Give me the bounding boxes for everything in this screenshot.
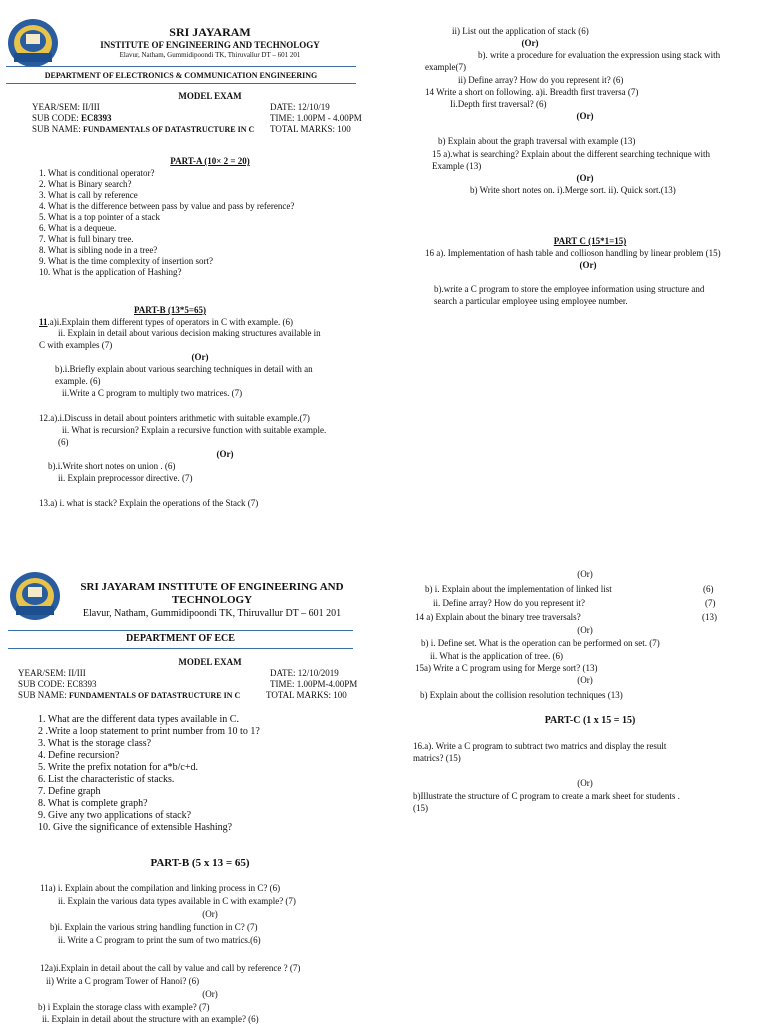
- exam-title: MODEL EXAM: [178, 91, 242, 101]
- or-separator: (Or): [576, 111, 594, 121]
- question: b) i. Explain about the implementation of linked list: [425, 584, 612, 594]
- question: 14 Write a short on following. a)i. Breadth first traversa (7): [425, 87, 639, 97]
- question: 10. Give the significance of extensible Hashing?: [38, 822, 233, 833]
- question: matrics? (15): [413, 753, 461, 763]
- question: b)i. Explain the various string handling function in C? (7): [50, 922, 258, 932]
- question: 12.a).i.Discuss in detail about pointers arithmetic with suitable example.(7): [39, 413, 310, 423]
- subject-code: SUB CODE: EC8393: [32, 113, 112, 123]
- question: 9. What is the time complexity of insertion sort?: [39, 256, 214, 266]
- question: ii. Explain the various data types available in C with example? (7): [58, 896, 296, 906]
- question: 14 a) Explain about the binary tree traversals?: [415, 612, 581, 622]
- exam-date: DATE: 12/10/19: [270, 102, 330, 112]
- institute-name: INSTITUTE OF ENGINEERING AND TECHNOLOGY: [100, 40, 320, 50]
- question-marks: (6): [703, 584, 714, 594]
- or-separator: (Or): [216, 449, 234, 459]
- question: ii. Explain in detail about the structure with an example? (6): [42, 1014, 259, 1024]
- question: 4. Define recursion?: [38, 750, 120, 761]
- year-sem: YEAR/SEM: II/III: [18, 668, 86, 678]
- question: example(7): [425, 62, 466, 72]
- question: b).i.Write short notes on union . (6): [48, 461, 176, 471]
- question: 10. What is the application of Hashing?: [39, 267, 182, 277]
- question: 9. Give any two applications of stack?: [38, 810, 192, 821]
- question: example. (6): [55, 376, 101, 386]
- or-separator: (Or): [577, 778, 593, 788]
- question: b) Explain about the collision resolution techniques (13): [420, 690, 623, 700]
- or-separator: (Or): [576, 173, 594, 183]
- or-separator: (Or): [521, 38, 539, 48]
- college-logo-icon: [8, 570, 62, 622]
- total-marks: TOTAL MARKS: 100: [266, 690, 347, 700]
- question: b). write a procedure for evaluation the expression using stack with: [478, 50, 721, 60]
- college-name: TECHNOLOGY: [171, 594, 253, 606]
- question: b) Write short notes on. i).Merge sort. ii). Quick sort.(13): [470, 185, 676, 195]
- question: 6. List the characteristic of stacks.: [38, 774, 175, 785]
- question: 2 .Write a loop statement to print number from 10 to 1?: [38, 726, 260, 737]
- department-name: DEPARTMENT OF ECE: [126, 633, 235, 644]
- question: ii) Write a C program Tower of Hanoi? (6): [46, 976, 200, 986]
- question: ii) List out the application of stack (6): [452, 26, 589, 36]
- question: ii. Explain in detail about various decision making structures available in: [58, 328, 321, 338]
- question: b).write a C program to store the employee information using structure and: [434, 284, 705, 294]
- part-a-questions: [38, 714, 260, 834]
- question: b) Explain about the graph traversal with example (13): [438, 136, 636, 146]
- question: 12a)i.Explain in detail about the call by value and call by reference ? (7): [40, 963, 301, 973]
- part-a-questions: [39, 168, 294, 278]
- question: 3. What is the storage class?: [38, 738, 152, 749]
- question: ii.Write a C program to multiply two matrices. (7): [62, 388, 243, 398]
- question: 1. What are the different data types available in C.: [38, 714, 239, 725]
- or-separator: (Or): [577, 569, 593, 579]
- question: 3. What is call by reference: [39, 190, 138, 200]
- question: 4. What is the difference between pass by value and pass by reference?: [39, 201, 295, 211]
- question: 15 a).what is searching? Explain about the different searching technique with: [432, 149, 710, 159]
- question: 7. What is full binary tree.: [39, 234, 134, 244]
- question: 1. What is conditional operator?: [39, 168, 155, 178]
- question: 6. What is a dequeue.: [39, 223, 117, 233]
- question: search a particular employee using employee number.: [434, 296, 628, 306]
- part-b-heading: PART-B (5 x 13 = 65): [150, 857, 250, 869]
- question: ii. Write a C program to print the sum of two matrics.(6): [58, 935, 261, 945]
- question: 5. What is a top pointer of a stack: [39, 212, 161, 222]
- question: b) i. Define set. What is the operation can be performed on set. (7): [421, 638, 660, 648]
- header-rule: [8, 648, 353, 649]
- question: C with examples (7): [39, 340, 113, 350]
- question: ii. What is the application of tree. (6): [430, 651, 564, 661]
- question: ii. Define array? How do you represent it?: [433, 598, 585, 608]
- question: 5. Write the prefix notation for a*b/c+d.: [38, 762, 199, 773]
- total-marks: TOTAL MARKS: 100: [270, 124, 351, 134]
- question: (6): [58, 437, 69, 447]
- question: Example (13): [432, 161, 482, 171]
- college-name: SRI JAYARAM INSTITUTE OF ENGINEERING AND: [80, 581, 344, 593]
- exam-date: DATE: 12/10/2019: [270, 668, 339, 678]
- question: 7. Define graph: [38, 786, 101, 797]
- question: 16 a). Implementation of hash table and collioson handling by linear problem (15): [425, 248, 721, 258]
- header-rule: [6, 66, 356, 67]
- question-marks: (7): [705, 598, 716, 608]
- exam-title: MODEL EXAM: [178, 657, 242, 667]
- or-separator: (Or): [577, 625, 593, 635]
- subject-name: SUB NAME: FUNDAMENTALS OF DATASTRUCTURE IN C: [18, 690, 241, 700]
- part-c-heading: PART C (15*1=15): [553, 236, 627, 246]
- college-name: SRI JAYARAM: [169, 25, 251, 39]
- question: ii. Explain preprocessor directive. (7): [58, 473, 193, 483]
- exam-time: TIME: 1.00PM - 4.00PM: [270, 113, 362, 123]
- subject-code: SUB CODE: EC8393: [18, 679, 97, 689]
- college-address: Elavur, Natham, Gummidipoondi TK, Thiruvallur DT – 601 201: [119, 51, 301, 59]
- question: 11.a)i.Explain them different types of operators in C with example. (6): [39, 317, 294, 327]
- or-separator: (Or): [579, 260, 597, 270]
- question: 8. What is sibling node in a tree?: [39, 245, 158, 255]
- college-logo-icon: [6, 17, 60, 69]
- question: 13.a) i. what is stack? Explain the operations of the Stack (7): [39, 498, 259, 508]
- year-sem: YEAR/SEM: II/III: [32, 102, 100, 112]
- question: 15a) Write a C program using for Merge sort? (13): [415, 663, 598, 673]
- part-a-heading: PART-A (10× 2 = 20): [170, 156, 250, 166]
- header-rule: [8, 630, 353, 631]
- question: 2. What is Binary search?: [39, 179, 132, 189]
- question: b)Illustrate the structure of C program to create a mark sheet for students .: [413, 791, 680, 801]
- exam-time: TIME: 1.00PM-4.00PM: [270, 679, 358, 689]
- question: 11a) i. Explain about the compilation and linking process in C? (6): [40, 883, 281, 893]
- question: b).i.Briefly explain about various searching techniques in detail with an: [55, 364, 313, 374]
- part-b-heading: PART-B (13*5=65): [133, 305, 207, 315]
- header-rule: [6, 83, 356, 84]
- question-marks: (13): [702, 612, 717, 622]
- part-c-heading: PART-C (1 x 15 = 15): [544, 715, 636, 726]
- or-separator: (Or): [202, 909, 218, 919]
- or-separator: (Or): [202, 989, 218, 999]
- question: b) i Explain the storage class with example? (7): [38, 1002, 210, 1012]
- question: 8. What is complete graph?: [38, 798, 148, 809]
- department-name: DEPARTMENT OF ELECTRONICS & COMMUNICATION ENGINEERING: [44, 71, 318, 80]
- college-address: Elavur, Natham, Gummidipoondi TK, Thiruvallur DT – 601 201: [82, 608, 342, 619]
- question: 16.a). Write a C program to subtract two matrics and display the result: [413, 741, 667, 751]
- question: ii) Define array? How do you represent it? (6): [458, 75, 624, 85]
- question: Ii.Depth first traversal? (6): [450, 99, 547, 109]
- question: ii. What is recursion? Explain a recursive function with suitable example.: [62, 425, 327, 435]
- question: (15): [413, 803, 428, 813]
- or-separator: (Or): [191, 352, 209, 362]
- or-separator: (Or): [577, 675, 593, 685]
- subject-name: SUB NAME: FUNDAMENTALS OF DATASTRUCTURE IN C: [32, 124, 255, 134]
